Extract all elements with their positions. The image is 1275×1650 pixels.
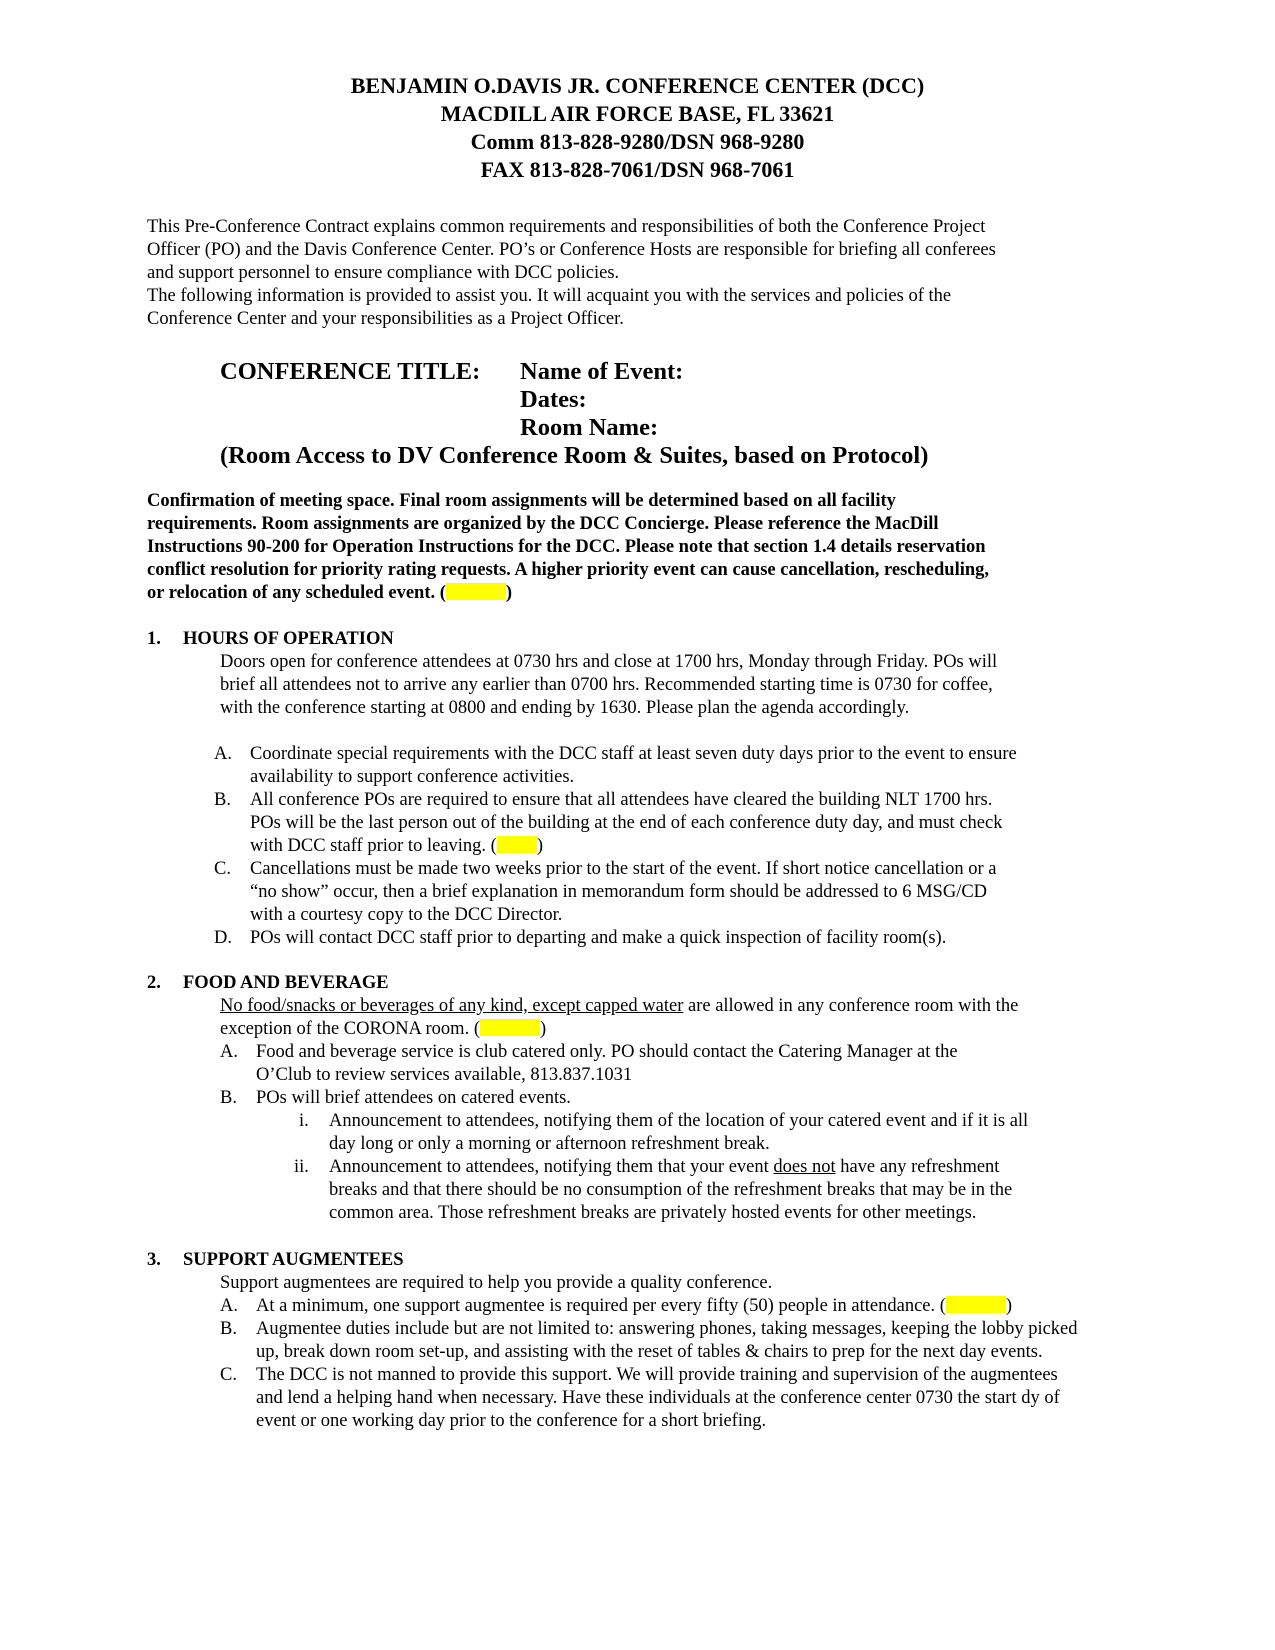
subitem: Announcement to attendees, notifying them of the location of your catered event and if it is all <box>329 1111 1029 1131</box>
section-1-title: HOURS OF OPERATION <box>183 629 394 649</box>
item-letter: B. <box>214 790 231 810</box>
event-name-label: Name of Event: <box>520 358 684 385</box>
list-item: with a courtesy copy to the DCC Director. <box>250 905 563 925</box>
list-item: At a minimum, one support augmentee is required per every fifty (50) people in attendance. ( ) <box>256 1296 1013 1316</box>
item-letter: D. <box>214 928 232 948</box>
initials-highlight-field[interactable] <box>480 1019 540 1036</box>
list-item: and lend a helping hand when necessary. Have these individuals at the conference center 0730 the start dy of <box>256 1388 1060 1408</box>
item-letter: A. <box>220 1042 238 1062</box>
section-2-title: FOOD AND BEVERAGE <box>183 973 389 993</box>
header-line-1: BENJAMIN O.DAVIS JR. CONFERENCE CENTER (DCC) <box>350 73 925 98</box>
list-item: POs will be the last person out of the building at the end of each conference duty day, and must check <box>250 813 1003 833</box>
item-letter: B. <box>220 1319 237 1339</box>
item-letter: C. <box>214 859 231 879</box>
initials-highlight-field[interactable] <box>497 836 537 853</box>
initials-highlight-field[interactable] <box>946 1296 1006 1313</box>
intro-line: This Pre-Conference Contract explains common requirements and responsibilities of both the Conference Project <box>147 217 986 237</box>
subitem-number: i. <box>299 1111 309 1131</box>
list-item: The DCC is not manned to provide this support. We will provide training and supervision of the augmentees <box>256 1365 1058 1385</box>
confirmation-line: Instructions 90-200 for Operation Instructions for the DCC. Please note that section 1.4 details reservation <box>147 537 986 557</box>
intro-line: Officer (PO) and the Davis Conference Center. PO’s or Conference Hosts are responsible for briefing all conferees <box>147 240 996 260</box>
list-item: POs will contact DCC staff prior to departing and make a quick inspection of facility room(s). <box>250 928 947 948</box>
intro-line: and support personnel to ensure compliance with DCC policies. <box>147 263 620 283</box>
list-item: Cancellations must be made two weeks prior to the start of the event. If short notice cancellation or a <box>250 859 997 879</box>
intro-line: The following information is provided to assist you. It will acquaint you with the services and policies of the <box>147 286 952 306</box>
list-item: POs will brief attendees on catered events. <box>256 1088 571 1108</box>
item-letter: C. <box>220 1365 237 1385</box>
section-3-number: 3. <box>147 1250 161 1270</box>
header-line-2: MACDILL AIR FORCE BASE, FL 33621 <box>440 101 835 126</box>
section-2-body: exception of the CORONA room. ( ) <box>220 1019 547 1039</box>
subitem: day long or only a morning or afternoon refreshment break. <box>329 1134 770 1154</box>
subitem-number: ii. <box>294 1157 309 1177</box>
confirmation-line: conflict resolution for priority rating requests. A higher priority event can cause cancellation, rescheduling, <box>147 560 990 580</box>
list-item: Coordinate special requirements with the DCC staff at least seven duty days prior to the event to ensure <box>250 744 1017 764</box>
item-letter: A. <box>214 744 232 764</box>
section-1-body: Doors open for conference attendees at 0730 hrs and close at 1700 hrs, Monday through Friday. POs will <box>220 652 998 672</box>
header-line-3: Comm 813-828-9280/DSN 968-9280 <box>470 129 805 154</box>
list-item: Augmentee duties include but are not limited to: answering phones, taking messages, keeping the lobby picked <box>256 1319 1078 1339</box>
list-item: with DCC staff prior to leaving. ( ) <box>250 836 543 856</box>
header-line-4: FAX 813-828-7061/DSN 968-7061 <box>480 157 795 182</box>
confirmation-line: Confirmation of meeting space. Final room assignments will be determined based on all facility <box>147 491 896 511</box>
list-item: “no show” occur, then a brief explanation in memorandum form should be addressed to 6 MSG/CD <box>250 882 988 902</box>
room-access-note: (Room Access to DV Conference Room & Suites, based on Protocol) <box>220 442 929 469</box>
confirmation-line-last: or relocation of any scheduled event. ( ) <box>147 583 513 603</box>
list-item: Food and beverage service is club catered only. PO should contact the Catering Manager at the <box>256 1042 958 1062</box>
dates-label: Dates: <box>520 386 587 413</box>
conference-title-label: CONFERENCE TITLE: <box>220 358 481 385</box>
section-1-body: with the conference starting at 0800 and ending by 1630. Please plan the agenda accordingly. <box>220 698 910 718</box>
section-2-body: No food/snacks or beverages of any kind, except capped water are allowed in any conference room with the <box>220 996 1019 1016</box>
list-item: event or one working day prior to the conference for a short briefing. <box>256 1411 767 1431</box>
section-2-number: 2. <box>147 973 161 993</box>
subitem: breaks and that there should be no consumption of the refreshment breaks that may be in the <box>329 1180 1013 1200</box>
section-1-number: 1. <box>147 629 161 649</box>
confirmation-line: requirements. Room assignments are organized by the DCC Concierge. Please reference the MacDill <box>147 514 939 534</box>
section-3-title: SUPPORT AUGMENTEES <box>183 1250 404 1270</box>
list-item: availability to support conference activities. <box>250 767 575 787</box>
item-letter: A. <box>220 1296 238 1316</box>
list-item: up, break down room set-up, and assisting with the reset of tables & chairs to prep for the next day events. <box>256 1342 1043 1362</box>
subitem: Announcement to attendees, notifying them that your event does not have any refreshment <box>329 1157 1000 1177</box>
intro-line: Conference Center and your responsibilities as a Project Officer. <box>147 309 624 329</box>
room-name-label: Room Name: <box>520 414 659 441</box>
section-1-body: brief all attendees not to arrive any earlier than 0700 hrs. Recommended starting time is 0730 for coffee, <box>220 675 993 695</box>
section-3-body: Support augmentees are required to help you provide a quality conference. <box>220 1273 773 1293</box>
initials-highlight-field[interactable] <box>446 583 506 600</box>
item-letter: B. <box>220 1088 237 1108</box>
subitem: common area. Those refreshment breaks are privately hosted events for other meetings. <box>329 1203 977 1223</box>
list-item: All conference POs are required to ensure that all attendees have cleared the building NLT 1700 hrs. <box>250 790 993 810</box>
list-item: O’Club to review services available, 813.837.1031 <box>256 1065 633 1085</box>
